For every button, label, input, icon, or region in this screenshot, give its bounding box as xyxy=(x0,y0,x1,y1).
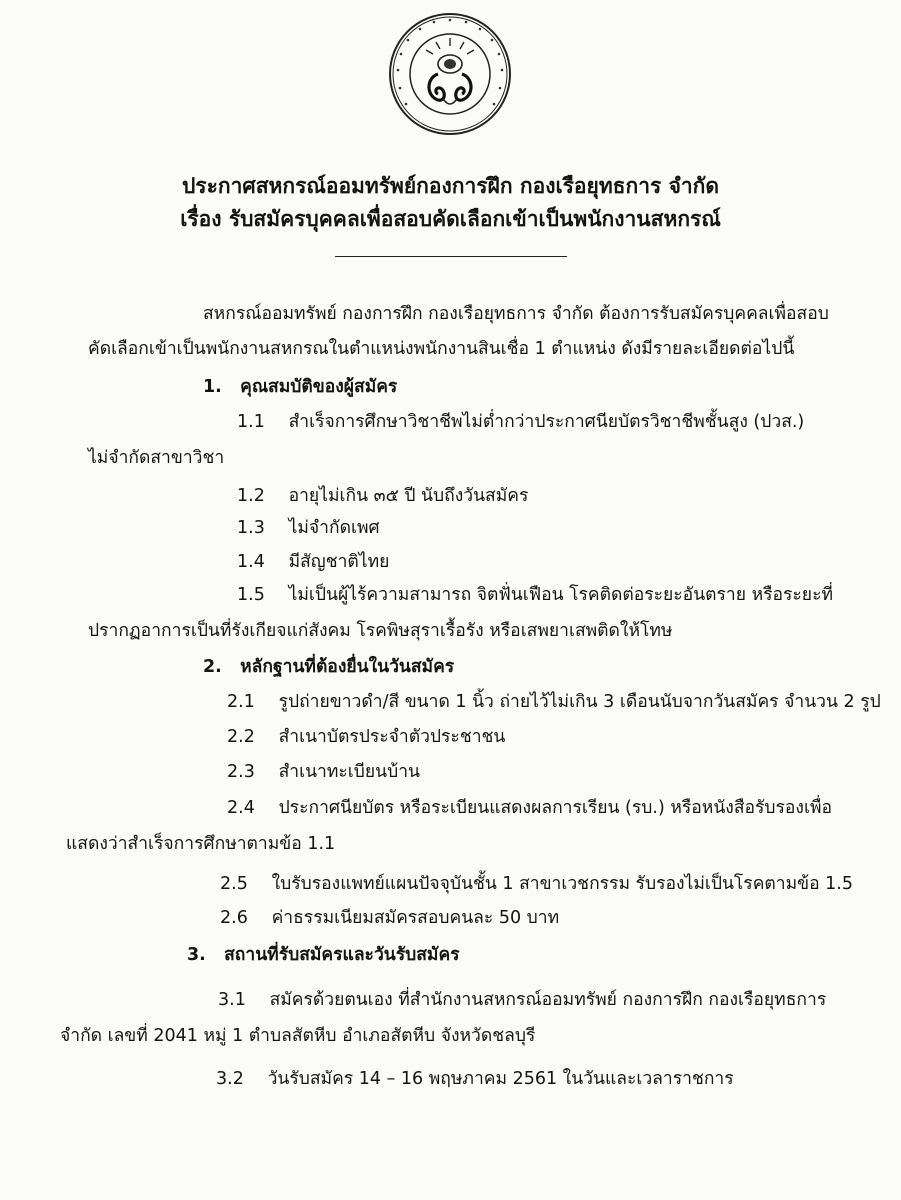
item-number: 2.2 xyxy=(227,727,255,747)
section-number: 3. xyxy=(187,945,206,965)
item-text: มีสัญชาติไทย xyxy=(288,552,390,572)
section-title: สถานที่รับสมัครและวันรับสมัคร xyxy=(224,945,460,965)
title-divider xyxy=(335,256,567,257)
item-text: สำเนาบัตรประจำตัวประชาชน xyxy=(278,727,506,747)
item-text: วันรับสมัคร 14 – 16 พฤษภาคม 2561 ในวันและเวลาราชการ xyxy=(267,1069,734,1089)
intro-paragraph-line1: สหกรณ์ออมทรัพย์ กองการฝึก กองเรือยุทธการ จำกัด ต้องการรับสมัครบุคคลเพื่อสอบ xyxy=(203,304,829,324)
item-3-1-continuation: จำกัด เลขที่ 2041 หมู่ 1 ตำบลสัตหีบ อำเภอสัตหีบ จังหวัดชลบุรี xyxy=(60,1026,536,1046)
item-text: ไม่จำกัดเพศ xyxy=(288,518,380,538)
item-number: 2.6 xyxy=(220,908,248,928)
item-text: ใบรับรองแพทย์แผนปัจจุบันชั้น 1 สาขาเวชกรรม รับรองไม่เป็นโรคตามข้อ 1.5 xyxy=(271,874,854,894)
item-2-4-continuation: แสดงว่าสำเร็จการศึกษาตามข้อ 1.1 xyxy=(66,834,336,854)
item-text: อายุไม่เกิน ๓๕ ปี นับถึงวันสมัคร xyxy=(288,486,529,506)
document-subject: เรื่อง รับสมัครบุคคลเพื่อสอบคัดเลือกเข้าเป็นพนักงานสหกรณ์ xyxy=(180,207,721,231)
item-2-6 xyxy=(220,910,559,928)
item-2-1 xyxy=(227,694,881,712)
section-1-heading xyxy=(203,379,397,397)
item-2-4 xyxy=(227,800,832,818)
section-number: 2. xyxy=(203,657,222,677)
item-number: 2.3 xyxy=(227,762,255,782)
item-1-1-continuation: ไม่จำกัดสาขาวิชา xyxy=(88,448,225,468)
item-number: 3.1 xyxy=(218,990,246,1010)
item-2-5 xyxy=(220,876,853,894)
item-text: ประกาศนียบัตร หรือระเบียนแสดงผลการเรียน (รบ.) หรือหนังสือรับรองเพื่อ xyxy=(278,798,833,818)
item-1-1 xyxy=(237,414,804,432)
intro-paragraph-line2: คัดเลือกเข้าเป็นพนักงานสหกรณในตำแหน่งพนักงานสินเชื่อ 1 ตำแหน่ง ดังมีรายละเอียดต่อไปนี้ xyxy=(88,339,795,359)
item-text: สำเร็จการศึกษาวิชาชีพไม่ต่ำกว่าประกาศนียบัตรวิชาชีพชั้นสูง (ปวส.) xyxy=(288,412,805,432)
item-text: รูปถ่ายขาวดำ/สี ขนาด 1 นิ้ว ถ่ายไว้ไม่เกิน 3 เดือนนับจากวันสมัคร จำนวน 2 รูป xyxy=(278,692,881,712)
section-3-heading xyxy=(187,947,460,965)
section-title: คุณสมบัติของผู้สมัคร xyxy=(240,377,398,397)
section-2-heading xyxy=(203,659,454,677)
section-number: 1. xyxy=(203,377,222,397)
item-1-2 xyxy=(237,488,528,506)
item-text: ค่าธรรมเนียมสมัครสอบคนละ 50 บาท xyxy=(271,908,560,928)
item-3-2 xyxy=(216,1071,734,1089)
item-number: 1.4 xyxy=(237,552,265,572)
item-text: สำเนาทะเบียนบ้าน xyxy=(278,762,420,782)
item-text: ไม่เป็นผู้ไร้ความสามารถ จิตฟั่นเฟือน โรคติดต่อระยะอันตราย หรือระยะที่ xyxy=(288,585,834,605)
cooperative-seal-emblem xyxy=(388,12,512,136)
item-number: 3.2 xyxy=(216,1069,244,1089)
item-2-2 xyxy=(227,729,505,747)
item-number: 1.2 xyxy=(237,486,265,506)
item-text: สมัครด้วยตนเอง ที่สำนักงานสหกรณ์ออมทรัพย์ กองการฝึก กองเรือยุทธการ xyxy=(269,990,827,1010)
item-number: 2.5 xyxy=(220,874,248,894)
item-1-5-continuation: ปรากฏอาการเป็นที่รังเกียจแก่สังคม โรคพิษสุราเรื้อรัง หรือเสพยาเสพติดให้โทษ xyxy=(88,621,673,641)
item-number: 1.1 xyxy=(237,412,265,432)
item-2-3 xyxy=(227,764,420,782)
item-number: 2.1 xyxy=(227,692,255,712)
document-title: ประกาศสหกรณ์ออมทรัพย์กองการฝึก กองเรือยุทธการ จำกัด xyxy=(181,174,720,198)
item-3-1 xyxy=(218,992,826,1010)
item-number: 1.5 xyxy=(237,585,265,605)
item-1-3 xyxy=(237,520,380,538)
item-1-5 xyxy=(237,587,833,605)
item-number: 1.3 xyxy=(237,518,265,538)
item-1-4 xyxy=(237,554,389,572)
section-title: หลักฐานที่ต้องยื่นในวันสมัคร xyxy=(240,657,455,677)
item-number: 2.4 xyxy=(227,798,255,818)
